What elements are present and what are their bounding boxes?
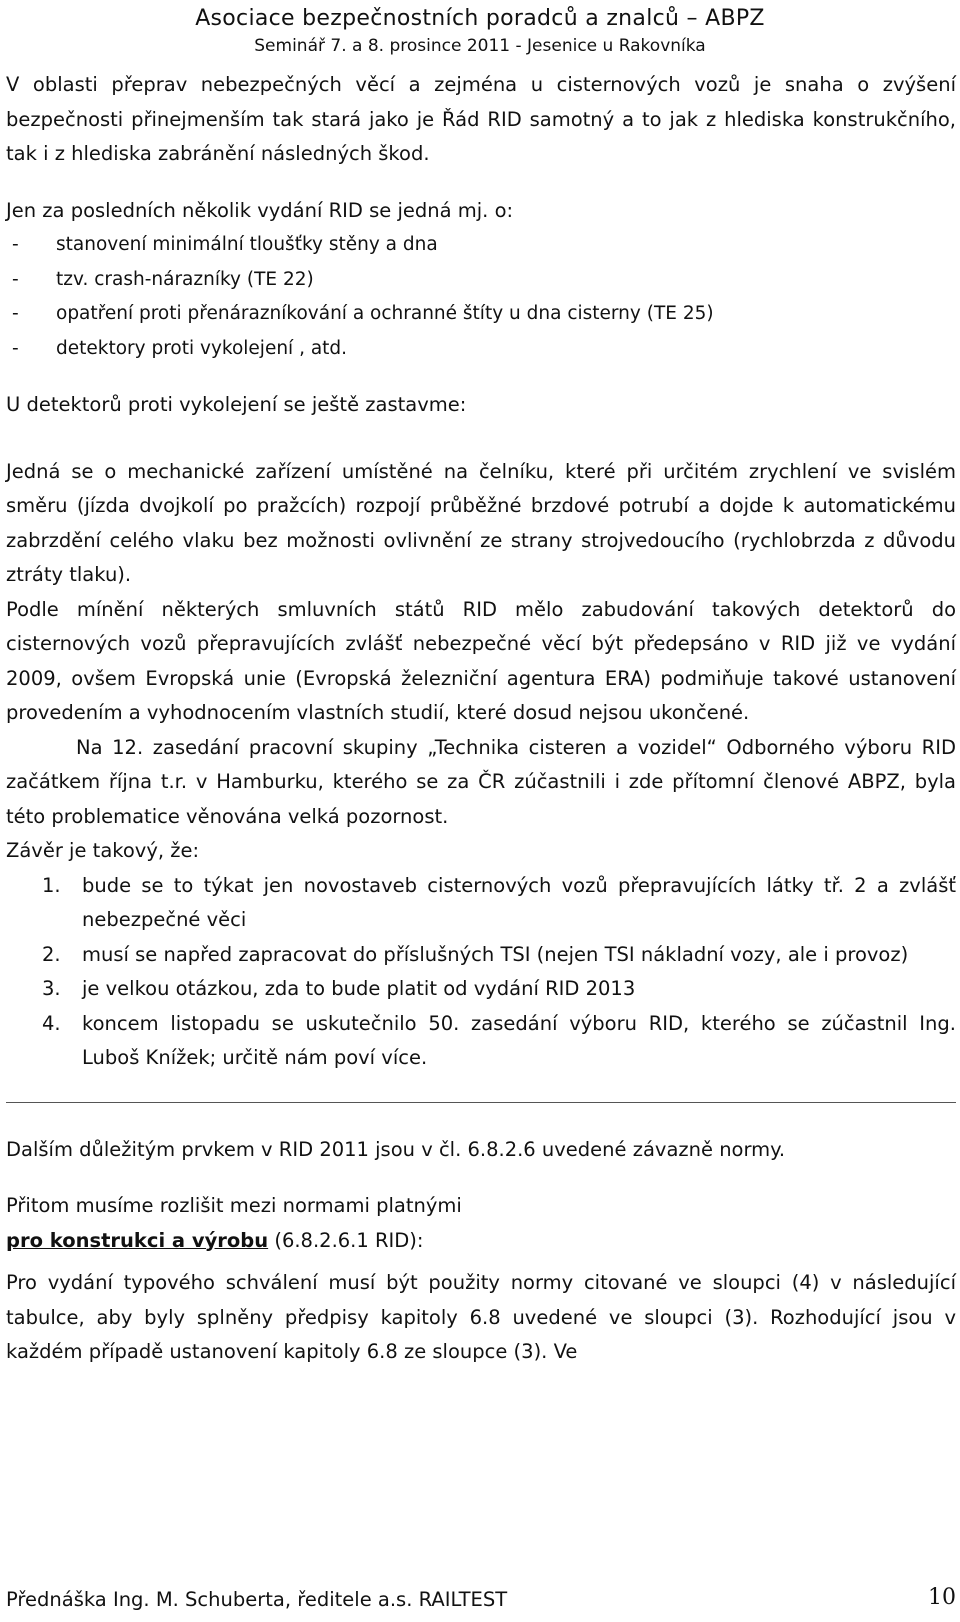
document-body xyxy=(6,68,956,1370)
list-item: - detektory proti vykolejení , atd. xyxy=(12,337,348,359)
page-header xyxy=(0,4,960,58)
list-item: - tzv. crash-nárazníky (TE 22) xyxy=(12,268,314,290)
header-seminar: Seminář 7. a 8. prosince 2011 - Jesenice u Rakovníka xyxy=(254,36,706,56)
list-item: - opatření proti přenárazníkování a ochranné štíty u dna cisterny (TE 25) xyxy=(12,303,714,324)
detectors-paragraph-3: Na 12. zasedání pracovní skupiny „Technika cisteren a vozidel“ Odborného výboru RID začátkem října t.r. v Hamburku, kterého se za ČR zúčastnili i zde přítomní členové ABPZ, byla této problematice věnována velká pozornost. xyxy=(6,735,956,828)
conclusion-list xyxy=(6,869,956,1076)
norms-paragraph-2 xyxy=(6,1189,956,1258)
header-organization: Asociace bezpečnostních poradců a znalců – ABPZ xyxy=(195,6,765,31)
intro-paragraph: V oblasti přeprav nebezpečných věcí a zejména u cisternových vozů je snaha o zvýšení bezpečnosti přinejmenším tak stará jako je Řád RID samotný a to jak z hlediska konstrukčního, tak i z hlediska zabránění následných škod. xyxy=(6,73,956,165)
detectors-heading: U detektorů proti vykolejení se ještě zastavme: xyxy=(6,393,467,416)
page-footer xyxy=(6,1585,956,1615)
norms-reference: (6.8.2.6.1 RID): xyxy=(268,1228,424,1252)
footer-lecture: Přednáška Ing. M. Schuberta, ředitele a.s. RAILTEST xyxy=(6,1588,508,1611)
detectors-paragraph-1: Jedná se o mechanické zařízení umístěné na čelníku, které při určitém zrychlení ve svislém směru (jízda dvojkolí po pražcích) rozpojí průběžné brzdové potrubí a dojde k automatickému zabrzdění celého vlaku bez možnosti ovlivnění ze strany strojvedoucího (rychlobrzda z důvodu ztráty tlaku). xyxy=(6,459,956,586)
detectors-paragraph-2: Podle mínění některých smluvních států RID mělo zabudování takových detektorů do cisternových vozů přepravujících zvlášť nebezpečné věcí být předepsáno v RID již ve vydání 2009, ovšem Evropská unie (Evropská železniční agentura ERA) podmiňuje takové ustanovení provedením a vyhodnocením vlastních studií, které dosud nejsou ukončené. xyxy=(6,597,956,724)
norms-emphasis: pro konstrukci a výrobu xyxy=(6,1228,269,1252)
norms-paragraph-1: Dalším důležitým prvkem v RID 2011 jsou v čl. 6.8.2.6 uvedené závazně normy. xyxy=(6,1137,786,1161)
list-item: 4. koncem listopadu se uskutečnilo 50. zasedání výboru RID, kterého se zúčastnil Ing. Luboš Knížek; určitě nám poví více. xyxy=(42,1011,956,1069)
conclusion-lead: Závěr je takový, že: xyxy=(6,839,200,862)
norms-paragraph-3: Pro vydání typového schválení musí být použity normy citované ve sloupci (4) v následující tabulce, aby byly splněny předpisy kapitoly 6.8 uvedené ve sloupci (3). Rozhodující jsou v každém případě ustanovení kapitoly 6.8 ze sloupce (3). Ve xyxy=(6,1271,956,1363)
list-item: 3. je velkou otázkou, zda to bude platit od vydání RID 2013 xyxy=(42,977,636,1000)
recent-list xyxy=(6,228,956,366)
recent-lead: Jen za posledních několik vydání RID se jedná mj. o: xyxy=(6,198,514,222)
norms-lead: Přitom musíme rozlišit mezi normami platnými xyxy=(6,1194,462,1217)
page-number: 10 xyxy=(928,1585,956,1610)
list-item: 2. musí se napřed zapracovat do příslušných TSI (nejen TSI nákladní vozy, ale i provoz) xyxy=(42,942,909,966)
list-item: 1. bude se to týkat jen novostaveb cisternových vozů přepravujících látky tř. 2 a zvlášť nebezpečné věci xyxy=(42,873,956,931)
list-item: - stanovení minimální tloušťky stěny a dna xyxy=(12,234,438,255)
